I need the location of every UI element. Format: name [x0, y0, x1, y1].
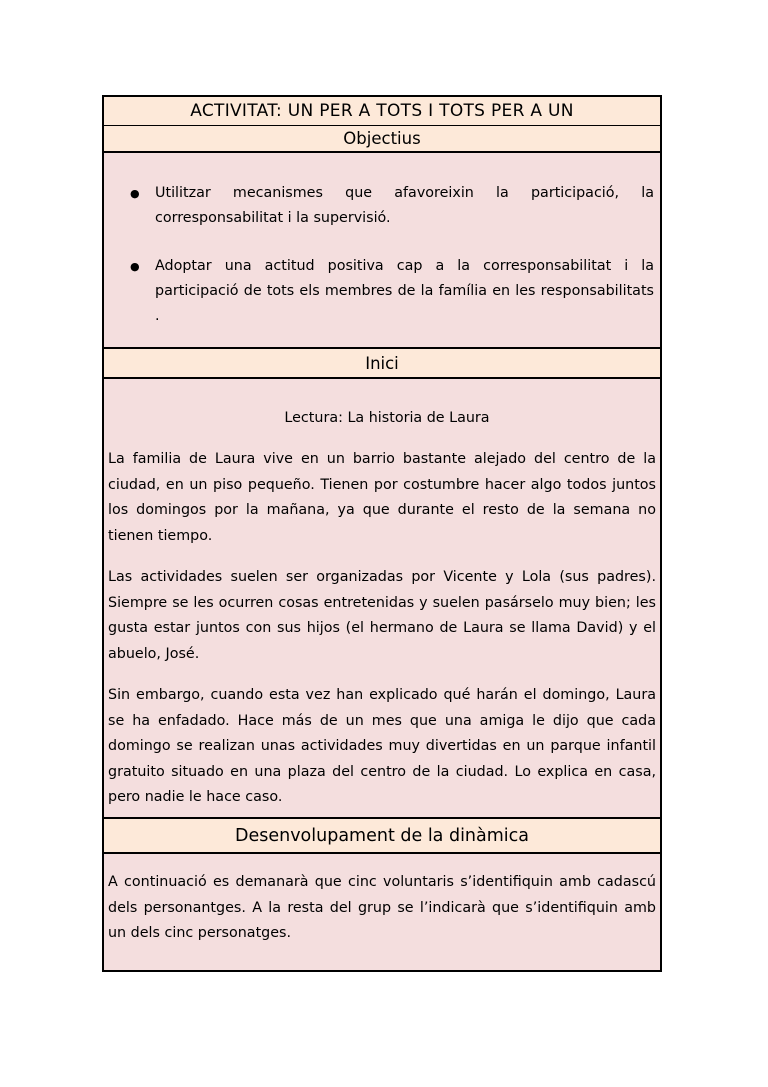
dynamic-paragraph: A continuació es demanarà que cinc voluntaris s’identifiquin amb cadascú dels personantges. A la resta del grup se l’indicarà que s’identifiquin amb un dels cinc personatges. — [108, 874, 656, 942]
reading-title — [104, 407, 660, 429]
activity-table — [102, 95, 662, 972]
inici-header — [104, 349, 660, 379]
objective-text: Adoptar una actitud positiva cap a la corresponsabilitat i la participació de tots els membres de la família en les responsabilitats . — [155, 258, 654, 324]
activity-title: ACTIVITAT: UN PER A TOTS I TOTS PER A UN — [190, 101, 574, 121]
objective-item — [104, 254, 660, 332]
objectius-body — [104, 153, 660, 349]
reading-title-text: Lectura: La historia de Laura — [284, 410, 490, 426]
inici-body — [104, 379, 660, 819]
objective-text: Utilitzar mecanismes que afavoreixin la participació, la corresponsabilitat i la supervisió. — [155, 185, 654, 226]
title-row — [104, 97, 660, 126]
reading-paragraph: Sin embargo, cuando esta vez han explicado qué harán el domingo, Laura se ha enfadado. Hace más de un mes que una amiga le dijo que cada domingo se realizan unas actividades muy divertidas en un parque infantil gratuito situado en una plaza del centro de la ciudad. Lo explica en casa, pero nadie le hace caso. — [108, 687, 656, 806]
desenvolupament-heading: Desenvolupament de la dinàmica — [234, 826, 530, 846]
objectius-heading: Objectius — [343, 129, 421, 148]
reading-paragraph: Las actividades suelen ser organizadas por Vicente y Lola (sus padres). Siempre se les ocurren cosas entretenidas y suelen pasárselo muy bien; les gusta estar juntos con sus hijos (el hermano de Laura se llama David) y el abuelo, José. — [108, 569, 656, 662]
reading-paragraph: La familia de Laura vive en un barrio bastante alejado del centro de la ciudad, en un piso pequeño. Tienen por costumbre hacer algo todos juntos los domingos por la mañana, ya que durante el resto de la semana no tienen tiempo. — [108, 451, 656, 544]
bullet-icon: ● — [130, 187, 140, 200]
objectius-header — [104, 126, 660, 153]
desenvolupament-body — [104, 854, 660, 970]
objective-item — [104, 181, 660, 233]
desenvolupament-header — [104, 819, 660, 854]
inici-heading: Inici — [365, 354, 399, 373]
bullet-icon: ● — [130, 260, 140, 273]
